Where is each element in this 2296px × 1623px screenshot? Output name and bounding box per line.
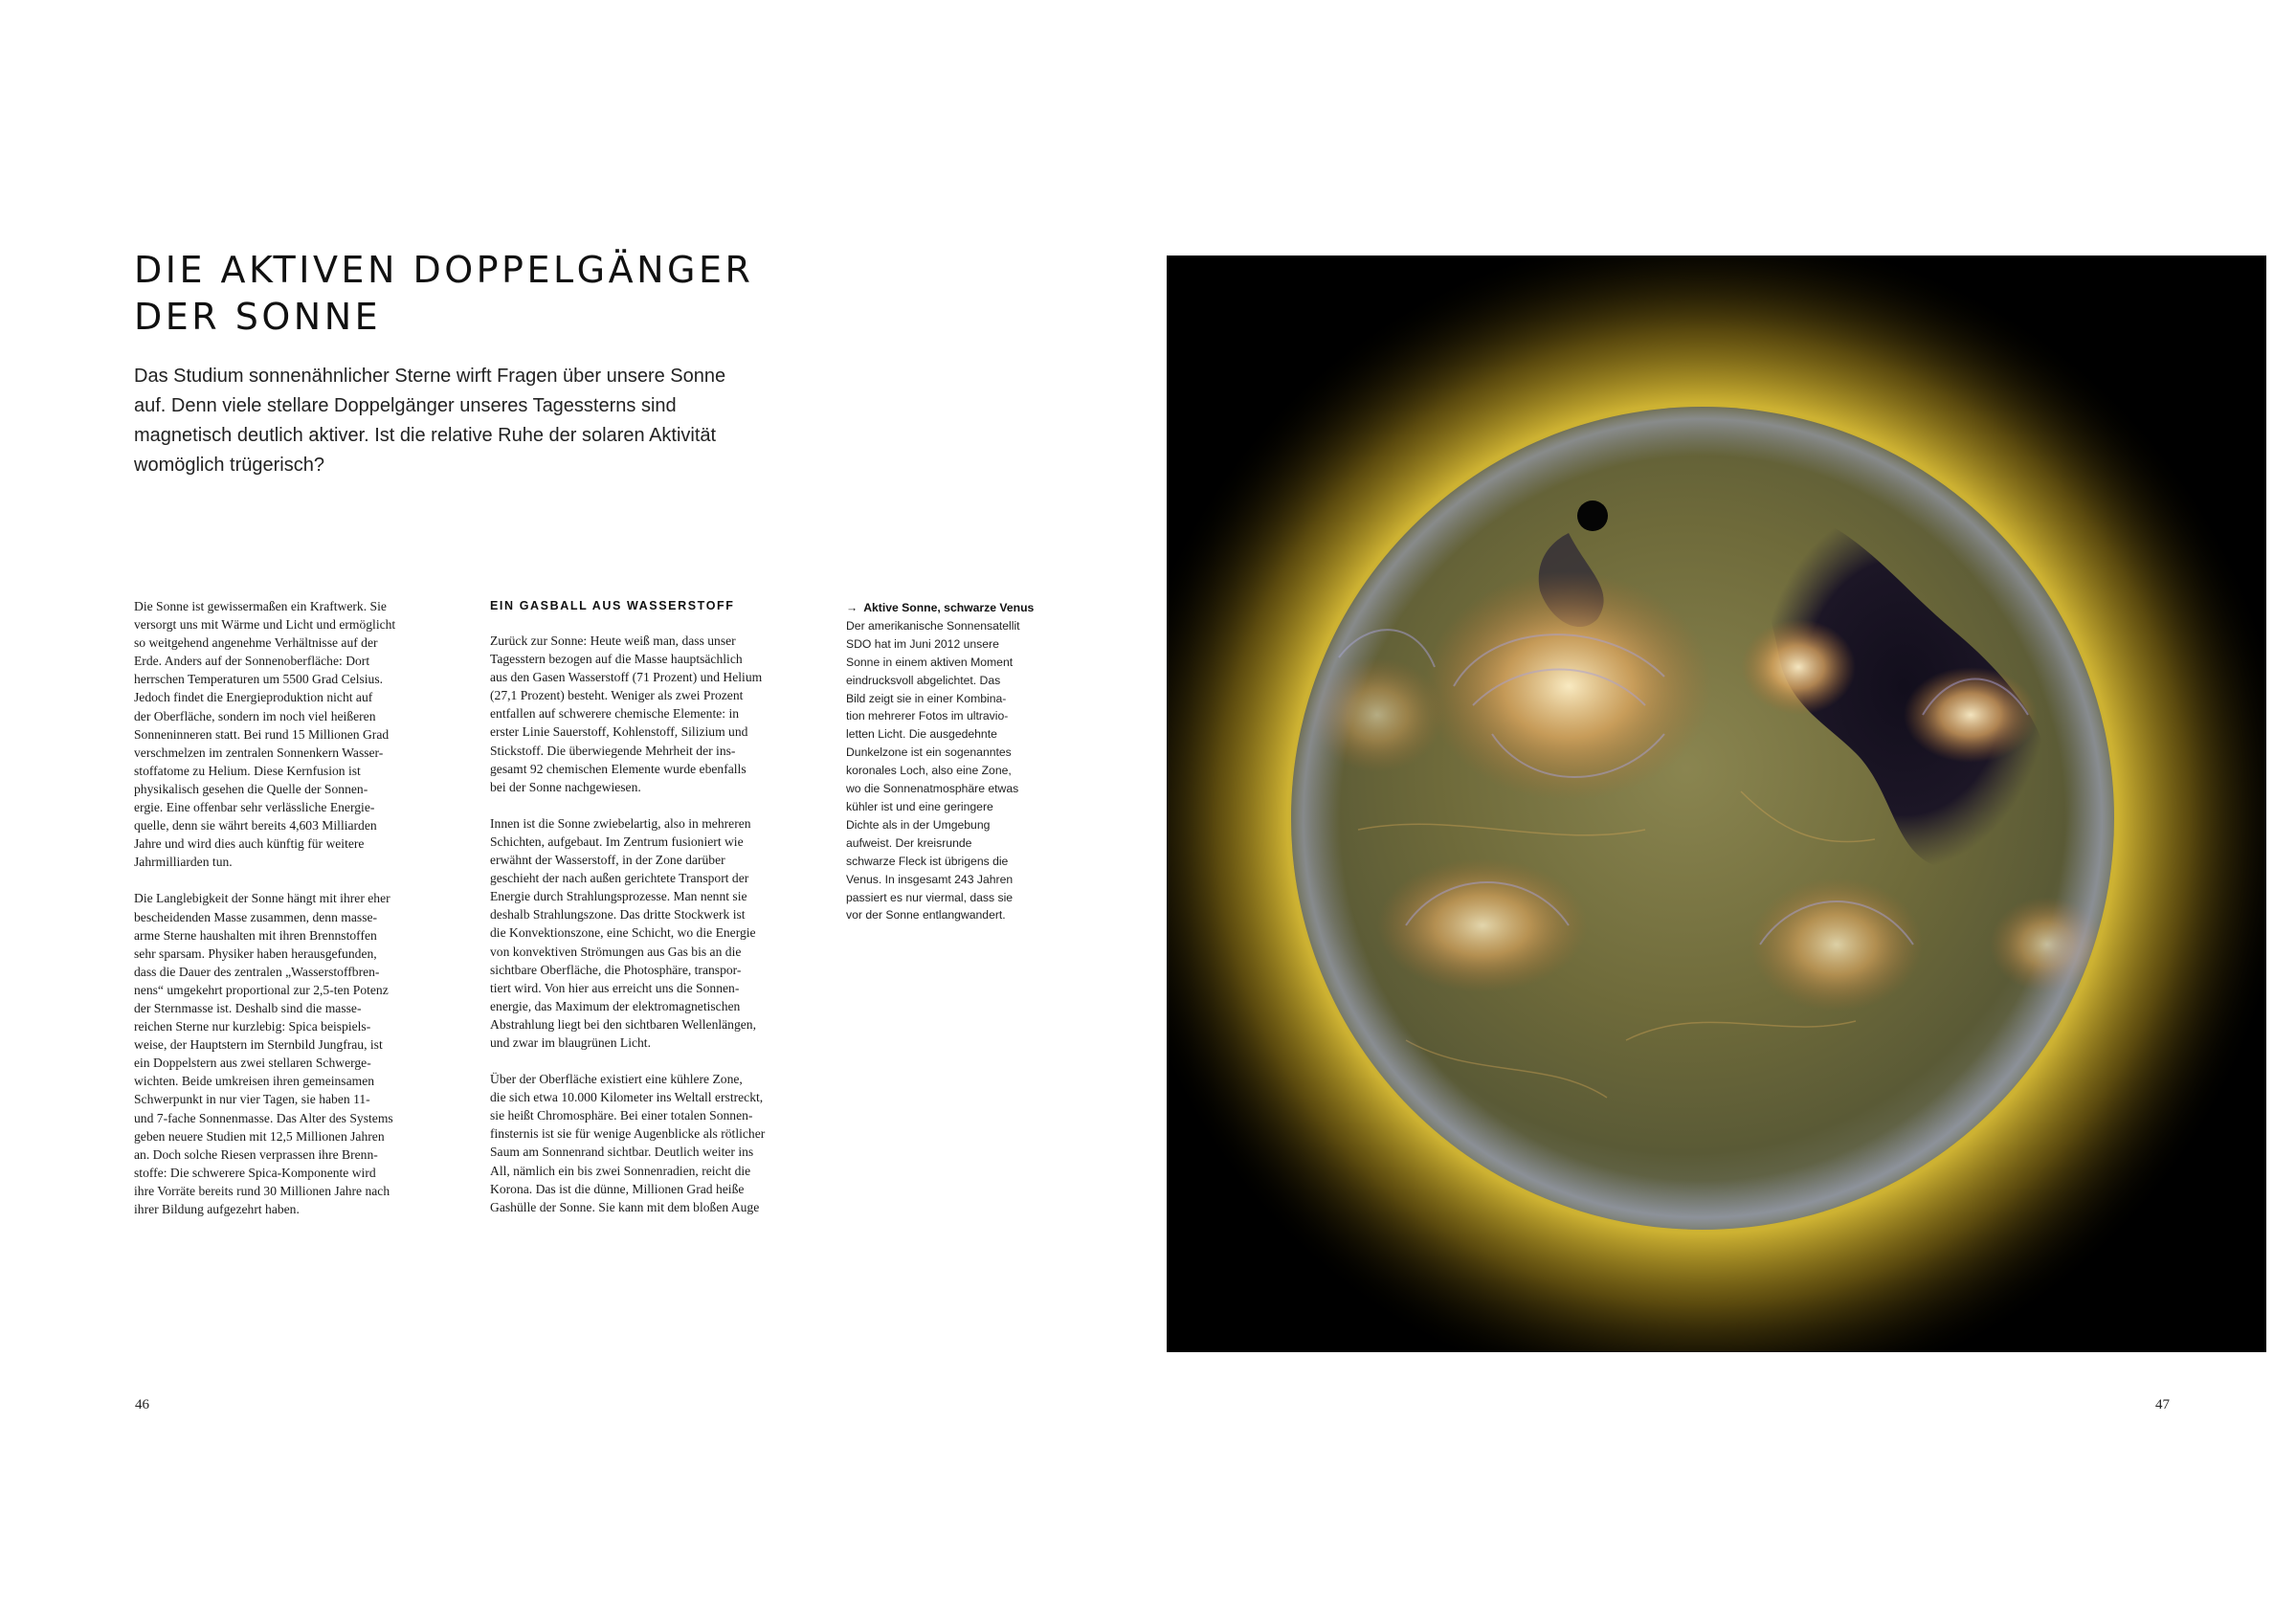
body-line: erster Linie Sauerstoff, Kohlenstoff, Silizium und: [490, 724, 748, 740]
page-number-right: 47: [2155, 1397, 2170, 1412]
body-line: an. Doch solche Riesen verprassen ihre Brenn-: [134, 1146, 378, 1162]
body-line: Sonneninneren statt. Bei rund 15 Millionen Grad: [134, 726, 390, 742]
body-paragraph: [134, 597, 440, 871]
arrow-right-icon: →: [846, 601, 858, 614]
body-line: deshalb Strahlungszone. Das dritte Stockwerk ist: [490, 907, 746, 923]
caption-line: koronales Loch, also eine Zone,: [846, 764, 1012, 778]
body-line: die sich etwa 10.000 Kilometer ins Weltall erstreckt,: [490, 1090, 764, 1105]
body-line: Schichten, aufgebaut. Im Zentrum fusioniert wie: [490, 834, 744, 849]
body-line: herrschen Temperaturen um 5500 Grad Celsius.: [134, 672, 384, 687]
page-number-left: 46: [135, 1397, 149, 1412]
caption-line: SDO hat im Juni 2012 unsere: [846, 636, 999, 651]
caption-line: vor der Sonne entlangwandert.: [846, 908, 1006, 923]
caption-line: Venus. In insgesamt 243 Jahren: [846, 872, 1014, 886]
headline-line: DER SONNE: [134, 296, 382, 338]
body-line: dass die Dauer des zentralen „Wasserstoffbren-: [134, 964, 380, 979]
body-line: stoffatome zu Helium. Diese Kernfusion ist: [134, 763, 361, 778]
body-line: Die Langlebigkeit der Sonne hängt mit ihrer eher: [134, 891, 390, 906]
venus-disk: [1577, 500, 1608, 531]
body-paragraph: [490, 1070, 815, 1216]
caption-line: wo die Sonnenatmosphäre etwas: [846, 782, 1019, 796]
lead-line: Das Studium sonnenähnlicher Sterne wirft Fragen über unsere Sonne: [134, 366, 726, 387]
body-line: sie heißt Chromosphäre. Bei einer totalen Sonnen-: [490, 1108, 753, 1123]
body-line: von konvektiven Strömungen aus Gas bis an die: [490, 944, 742, 959]
body-line: Die Sonne ist gewissermaßen ein Kraftwerk. Sie: [134, 599, 387, 613]
body-line: geschieht der nach außen gerichtete Transport der: [490, 871, 749, 886]
body-line: nens“ umgekehrt proportional zur 2,5-ten Potenz: [134, 982, 389, 997]
body-line: bei der Sonne nachgewiesen.: [490, 779, 641, 794]
body-line: Tagesstern bezogen auf die Masse hauptsächlich: [490, 652, 743, 667]
headline-line: DIE AKTIVEN DOPPELGÄNGER: [134, 249, 754, 291]
body-line: gesamt 92 chemischen Elemente wurde ebenfalls: [490, 761, 747, 776]
body-line: aus den Gasen Wasserstoff (71 Prozent) und Helium: [490, 670, 763, 685]
body-line: Schwerpunkt in nur vier Tagen, sie haben 11-: [134, 1092, 370, 1107]
body-line: reichen Sterne nur kurzlebig: Spica beispiels-: [134, 1019, 371, 1034]
sun-photograph: [1167, 256, 2266, 1352]
body-line: ihrer Bildung aufgezehrt haben.: [134, 1202, 300, 1216]
section-subheading: EIN GASBALL AUS WASSERSTOFF: [490, 599, 735, 612]
body-line: stoffe: Die schwerere Spica-Komponente wird: [134, 1165, 376, 1180]
body-line: energie, das Maximum der elektromagnetischen: [490, 998, 741, 1013]
body-column-1: [134, 597, 440, 1236]
caption-line: Sonne in einem aktiven Moment: [846, 655, 1014, 669]
caption-line: schwarze Fleck ist übrigens die: [846, 854, 1009, 868]
lead-line: womöglich trügerisch?: [134, 455, 324, 476]
caption-line: letten Licht. Die ausgedehnte: [846, 727, 997, 742]
lead-line: auf. Denn viele stellare Doppelgänger unseres Tagessterns sind: [134, 395, 677, 416]
body-line: Jahre und wird dies auch künftig für weitere: [134, 836, 365, 852]
body-line: quelle, denn sie währt bereits 4,603 Milliarden: [134, 818, 377, 834]
body-line: ihre Vorräte bereits rund 30 Millionen Jahre nach: [134, 1183, 390, 1198]
caption-line: aufweist. Der kreisrunde: [846, 835, 972, 850]
body-line: (27,1 Prozent) besteht. Weniger als zwei Prozent: [490, 688, 744, 703]
body-line: finsternis ist sie für wenige Augenblicke als rötlicher: [490, 1126, 766, 1142]
body-line: die Konvektionszone, eine Schicht, wo die Energie: [490, 925, 756, 941]
body-line: Innen ist die Sonne zwiebelartig, also in mehreren: [490, 815, 751, 831]
caption-line: kühler ist und eine geringere: [846, 799, 993, 813]
photo-caption: [846, 599, 1076, 924]
sun-limb: [1291, 407, 2114, 1230]
caption-line: Der amerikanische Sonnensatellit: [846, 618, 1020, 633]
body-line: verschmelzen im zentralen Sonnenkern Wasser-: [134, 745, 384, 760]
body-line: Saum am Sonnenrand sichtbar. Deutlich weiter ins: [490, 1145, 754, 1160]
body-line: ergie. Eine offenbar sehr verlässliche Energie-: [134, 800, 375, 815]
body-line: Erde. Anders auf der Sonnenoberfläche: Dort: [134, 654, 370, 669]
sun-image-svg: [1167, 256, 2266, 1352]
body-line: und zwar im blaugrünen Licht.: [490, 1034, 651, 1050]
body-line: sehr sparsam. Physiker haben herausgefunden,: [134, 945, 377, 961]
caption-heading: Aktive Sonne, schwarze Venus: [863, 601, 1035, 614]
caption-heading-row: [846, 599, 1076, 617]
caption-line: eindrucksvoll abgelichtet. Das: [846, 673, 1001, 687]
body-line: der Oberfläche, sondern im noch viel heißeren: [134, 708, 376, 723]
body-line: Jedoch findet die Energieproduktion nicht auf: [134, 690, 373, 705]
body-line: sichtbare Oberfläche, die Photosphäre, transpor-: [490, 962, 742, 977]
body-line: und 7-fache Sonnenmasse. Das Alter des Systems: [134, 1110, 393, 1125]
caption-line: Dichte als in der Umgebung: [846, 817, 991, 832]
body-paragraph: [134, 889, 440, 1218]
lead-paragraph: [134, 362, 785, 480]
body-line: Über der Oberfläche existiert eine kühlere Zone,: [490, 1072, 743, 1087]
body-line: versorgt uns mit Wärme und Licht und ermöglicht: [134, 617, 396, 633]
body-line: Energie durch Strahlungsprozesse. Man nennt sie: [490, 889, 747, 904]
body-line: Jahrmilliarden tun.: [134, 855, 233, 870]
body-line: entfallen auf schwerere chemische Elemente: in: [490, 706, 740, 722]
body-line: geben neuere Studien mit 12,5 Millionen Jahren: [134, 1128, 385, 1144]
body-line: der Sternmasse ist. Deshalb sind die masse-: [134, 1000, 362, 1015]
body-line: ein Doppelstern aus zwei stellaren Schwerge-: [134, 1056, 371, 1071]
body-line: bescheidenden Masse zusammen, denn masse-: [134, 909, 378, 924]
body-line: All, nämlich ein bis zwei Sonnenradien, reicht die: [490, 1163, 751, 1178]
body-line: Korona. Das ist die dünne, Millionen Grad heiße: [490, 1181, 745, 1196]
body-line: physikalisch gesehen die Quelle der Sonnen-: [134, 781, 368, 796]
body-line: so weitgehend angenehme Verhältnisse auf der: [134, 635, 378, 651]
body-line: arme Sterne haushalten mit ihren Brennstoffen: [134, 927, 377, 943]
caption-line: passiert es nur viermal, dass sie: [846, 890, 1014, 904]
body-column-2: [490, 632, 815, 1234]
caption-line: Dunkelzone ist ein sogenanntes: [846, 745, 1012, 760]
caption-line: tion mehrerer Fotos im ultravio-: [846, 709, 1009, 723]
body-line: Stickstoff. Die überwiegende Mehrheit der ins-: [490, 743, 736, 758]
body-line: erwähnt der Wasserstoff, in der Zone darüber: [490, 853, 725, 868]
lead-line: magnetisch deutlich aktiver. Ist die relative Ruhe der solaren Aktivität: [134, 425, 717, 446]
body-line: Gashülle der Sonne. Sie kann mit dem bloßen Auge: [490, 1199, 760, 1214]
body-line: wichten. Beide umkreisen ihren gemeinsamen: [134, 1074, 375, 1089]
body-paragraph: [490, 814, 815, 1052]
body-line: Abstrahlung liegt bei den sichtbaren Wellenlängen,: [490, 1016, 757, 1032]
article-headline: [134, 247, 861, 341]
caption-line: Bild zeigt sie in einer Kombina-: [846, 691, 1007, 705]
body-line: tiert wird. Von hier aus erreicht uns die Sonnen-: [490, 980, 740, 995]
body-line: weise, der Hauptstern im Sternbild Jungfrau, ist: [134, 1037, 383, 1053]
body-paragraph: [490, 632, 815, 796]
body-line: Zurück zur Sonne: Heute weiß man, dass unser: [490, 634, 736, 648]
